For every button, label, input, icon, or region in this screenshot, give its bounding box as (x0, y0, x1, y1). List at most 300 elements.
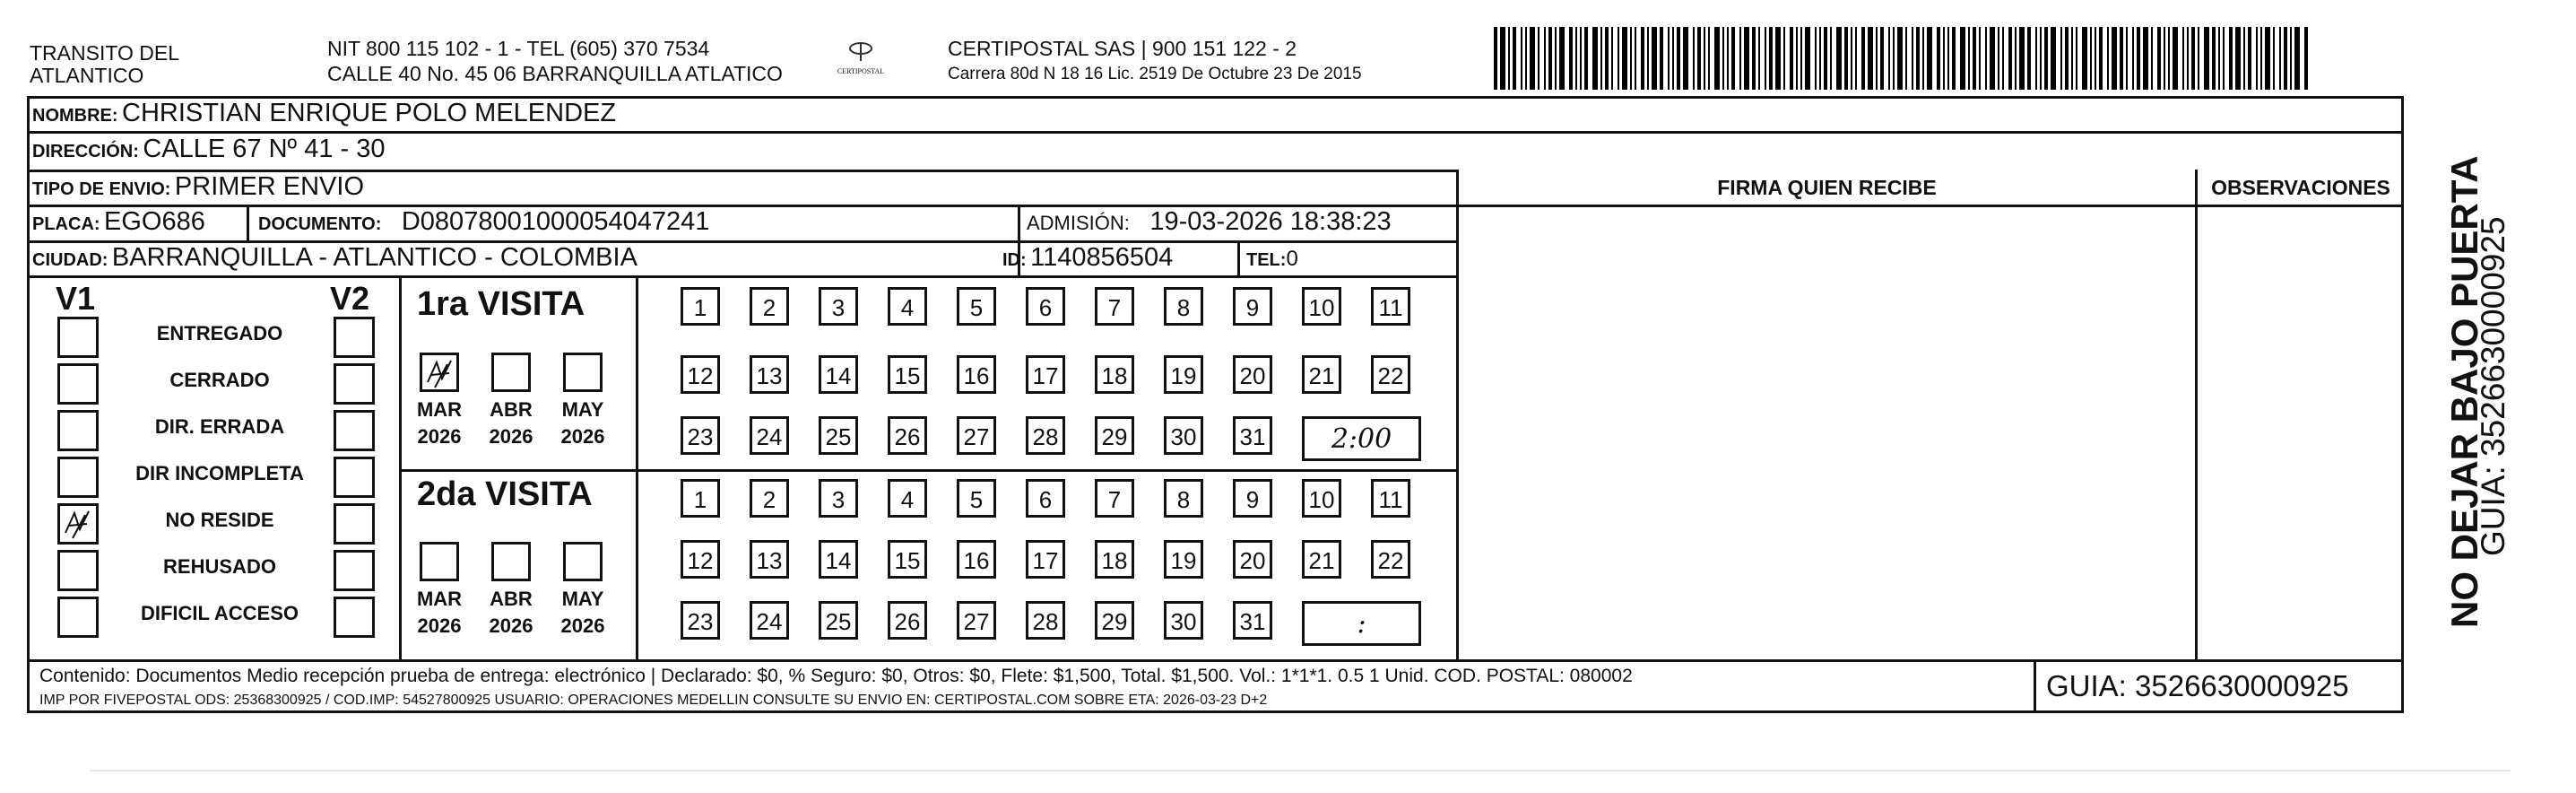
barcode-bar (1600, 27, 1602, 90)
barcode-bar (1819, 27, 1821, 90)
first-visit-day-box[interactable] (681, 355, 720, 394)
second-visit-month-year: 2026 (560, 614, 605, 637)
first-visit-day-number: 24 (756, 423, 783, 450)
first-visit-day-box[interactable] (819, 416, 858, 455)
first-visit-day-number: 6 (1038, 294, 1053, 321)
second-visit-day-number: 5 (969, 486, 984, 513)
v2-checkbox[interactable] (334, 597, 375, 638)
first-visit-time-field[interactable]: 2:00 (1302, 416, 1421, 461)
first-visit-day-number: 30 (1170, 423, 1197, 450)
first-visit-day-box[interactable] (1026, 355, 1065, 394)
second-visit-day-box[interactable] (1164, 601, 1203, 640)
barcode-bar (1912, 27, 1913, 90)
second-visit-day-number: 31 (1239, 608, 1266, 635)
barcode-bar (1805, 27, 1810, 90)
status-option-label: ENTREGADO (156, 322, 283, 344)
barcode-bar (1494, 27, 1497, 90)
first-visit-day-number: 14 (825, 362, 852, 389)
v1-checkbox[interactable] (57, 457, 99, 498)
barcode-bar (1968, 27, 1970, 90)
v2-checkbox[interactable] (334, 317, 375, 358)
second-visit-day-box[interactable] (1233, 479, 1272, 518)
barcode-bar (2076, 27, 2077, 90)
first-visit-day-number: 20 (1239, 362, 1266, 389)
first-visit-day-box[interactable] (957, 416, 996, 455)
barcode-bar (2157, 27, 2161, 90)
barcode-bar (1998, 27, 1999, 90)
barcode-bar (1559, 27, 1565, 90)
barcode-bar (2071, 27, 2073, 90)
barcode-bar (1555, 27, 1557, 90)
barcode-bar (1844, 27, 1848, 90)
first-visit-day-box[interactable] (1095, 416, 1134, 455)
barcode-bar (1630, 27, 1632, 90)
first-visit-month-year: 2026 (417, 425, 462, 448)
barcode-bar (1538, 27, 1540, 90)
first-visit-day-box[interactable] (957, 287, 996, 326)
first-visit-day-number: 21 (1308, 362, 1335, 389)
barcode-bar (1855, 27, 1857, 90)
first-visit-month-label: ABR (490, 398, 533, 421)
second-visit-day-box[interactable] (1164, 479, 1203, 518)
second-visit-day-number: 26 (894, 608, 921, 635)
documento-value: D08078001000054047241 (401, 207, 710, 236)
second-visit-day-box[interactable] (957, 540, 996, 579)
barcode-bar (1922, 27, 1924, 90)
barcode-bar (1985, 27, 1987, 90)
barcode-bar (1947, 27, 1949, 90)
barcode-bar (1861, 27, 1865, 90)
second-visit-day-box[interactable] (1095, 601, 1134, 640)
observaciones-header: OBSERVACIONES (2211, 176, 2390, 199)
barcode-bar (2044, 27, 2048, 90)
second-visit-time-field[interactable]: : (1302, 601, 1421, 646)
ciudad-value: BARRANQUILLA - ATLANTICO - COLOMBIA (111, 243, 637, 272)
barcode-bar (2060, 27, 2062, 90)
first-visit-day-number: 31 (1239, 423, 1266, 450)
first-visit-day-number: 19 (1170, 362, 1197, 389)
barcode-bar (2120, 27, 2123, 90)
second-visit-day-number: 12 (687, 547, 714, 574)
second-visit-day-box[interactable] (1026, 479, 1065, 518)
first-visit-day-box[interactable] (1302, 355, 1341, 394)
second-visit-month-label: ABR (490, 588, 533, 610)
first-visit-day-box[interactable] (1095, 355, 1134, 394)
second-visit-day-box[interactable] (888, 479, 927, 518)
v2-checkbox[interactable] (334, 363, 375, 405)
first-visit-day-box[interactable] (1302, 287, 1341, 326)
second-visit-day-number: 21 (1308, 547, 1335, 574)
tel-value: 0 (1286, 247, 1298, 271)
barcode-bar (2204, 27, 2209, 90)
barcode-bar (1916, 27, 1920, 90)
second-visit-day-number: 23 (687, 608, 714, 635)
admision-cell (1027, 207, 1392, 237)
barcode-bar (1731, 27, 1735, 90)
first-visit-month-year: 2026 (489, 425, 533, 448)
barcode-bar (1677, 27, 1680, 90)
second-visit-day-number: 4 (900, 486, 915, 513)
barcode-bar (1775, 27, 1781, 90)
barcode-bar (2265, 27, 2270, 90)
barcode-bar (1697, 27, 1701, 90)
second-visit-day-number: 28 (1032, 608, 1059, 635)
second-visit-day-box[interactable] (888, 601, 927, 640)
second-visit-day-box[interactable] (681, 479, 720, 518)
second-visit-day-box[interactable] (1302, 479, 1341, 518)
tel-label: TEL: (1246, 250, 1287, 270)
v2-label: V2 (330, 280, 370, 317)
barcode-bar (1672, 27, 1674, 90)
barcode-bar (1765, 27, 1766, 90)
second-visit-day-box[interactable] (1095, 479, 1134, 518)
status-option-label: DIFICIL ACCESO (140, 602, 299, 624)
barcode-bar (1897, 27, 1903, 90)
barcode-bar (2015, 27, 2017, 90)
second-visit-day-box[interactable] (1233, 601, 1272, 640)
barcode-bar (1635, 27, 1636, 90)
barcode-bar (1708, 27, 1710, 90)
barcode-bar (1769, 27, 1773, 90)
side-guia-text: GUIA: 3526630000925 (2475, 216, 2511, 556)
tel-cell (1246, 247, 1298, 272)
second-visit-day-number: 10 (1308, 486, 1335, 513)
first-visit-day-box[interactable] (819, 355, 858, 394)
barcode-bar (1660, 27, 1663, 90)
first-visit-month-checkbox[interactable] (563, 353, 603, 392)
second-visit-title: 2da VISITA (417, 475, 593, 513)
v1-checkbox[interactable] (57, 503, 99, 545)
barcode-bar (1888, 27, 1890, 90)
barcode-bar (1937, 27, 1940, 90)
second-visit-day-number: 1 (693, 486, 707, 513)
ciudad-cell (32, 243, 637, 273)
barcode-bar (1722, 27, 1724, 90)
barcode-bar (2002, 27, 2004, 90)
barcode-bar (1611, 27, 1613, 90)
barcode-bar (1905, 27, 1907, 90)
second-visit-day-box[interactable] (888, 540, 927, 579)
first-visit-day-box[interactable] (1164, 287, 1203, 326)
status-option-label: REHUSADO (163, 555, 276, 578)
barcode-bar (2065, 27, 2069, 90)
barcode-bar (1744, 27, 1749, 90)
barcode-bar (1727, 27, 1729, 90)
second-visit-day-number: 24 (756, 608, 783, 635)
barcode-bar (1513, 27, 1516, 90)
imp-line: IMP POR FIVEPOSTAL ODS: 25368300925 / COD.IMP: 54527800925 USUARIO: OPERACIONES MEDELLIN CONSULTE SU ENVIO EN: CERTIPOSTAL.COM SOBRE ETA: 2026-03-23 D+2 (39, 693, 1268, 708)
first-visit-day-number: 10 (1308, 294, 1335, 321)
barcode-bar (1960, 27, 1965, 90)
id-value: 1140856504 (1030, 243, 1174, 272)
second-visit-day-box[interactable] (957, 601, 996, 640)
first-visit-day-number: 2 (762, 294, 776, 321)
barcode-bar (1584, 27, 1588, 90)
second-visit-day-box[interactable] (1371, 540, 1410, 579)
first-visit-day-number: 22 (1377, 362, 1404, 389)
barcode-bar (2051, 27, 2056, 90)
second-visit-day-number: 19 (1170, 547, 1197, 574)
second-visit-day-number: 2 (762, 486, 776, 513)
second-visit-day-box[interactable] (1302, 540, 1341, 579)
barcode-bar (2132, 27, 2134, 90)
barcode-bar (2143, 27, 2148, 90)
barcode-bar (1758, 27, 1760, 90)
barcode-bar (2082, 27, 2087, 90)
barcode-bar (1836, 27, 1842, 90)
second-visit-day-box[interactable] (750, 479, 789, 518)
second-visit-day-number: 16 (963, 547, 990, 574)
second-visit-day-number: 22 (1377, 547, 1404, 574)
barcode-bar (2187, 27, 2189, 90)
first-visit-month-label: MAR (416, 398, 463, 421)
barcode-bar (2099, 27, 2103, 90)
barcode-bar (2260, 27, 2262, 90)
second-visit-day-number: 20 (1239, 547, 1266, 574)
v1-checkbox[interactable] (57, 363, 99, 405)
admision-label: ADMISIÓN: (1027, 212, 1130, 234)
barcode-bar (1783, 27, 1785, 90)
v1-checkbox[interactable] (57, 597, 99, 638)
barcode-bar (1525, 27, 1527, 90)
barcode-bar (1990, 27, 1995, 90)
second-visit-day-number: 17 (1032, 547, 1059, 574)
barcode-bar (1580, 27, 1582, 90)
barcode-bar (2173, 27, 2178, 90)
v1-checkbox[interactable] (57, 550, 99, 591)
courier-line: CERTIPOSTAL SAS | 900 151 122 - 2 (948, 37, 1297, 60)
direccion-label: DIRECCIÓN: (32, 142, 139, 161)
barcode-bar (2191, 27, 2195, 90)
first-visit-day-number: 17 (1032, 362, 1059, 389)
first-visit-month-checkbox[interactable] (491, 353, 531, 392)
barcode-bar (1815, 27, 1817, 90)
first-visit-day-number: 7 (1107, 294, 1122, 321)
first-visit-day-box[interactable] (1233, 416, 1272, 455)
barcode-bar (2256, 27, 2258, 90)
logo-text: CERTIPOSTAL (837, 67, 885, 75)
second-visit-day-box[interactable] (681, 601, 720, 640)
barcode-bar (1641, 27, 1644, 90)
first-visit-day-number: 16 (963, 362, 990, 389)
barcode-bar (1851, 27, 1852, 90)
status-option-label: NO RESIDE (165, 509, 274, 531)
first-visit-day-box[interactable] (1026, 287, 1065, 326)
license-line: Carrera 80d N 18 16 Lic. 2519 De Octubre 23 De 2015 (948, 65, 1362, 83)
second-visit-month-checkbox[interactable] (563, 542, 603, 581)
barcode-bar (1880, 27, 1884, 90)
second-visit-day-box[interactable] (750, 540, 789, 579)
first-visit-day-box[interactable] (1164, 416, 1203, 455)
barcode-bar (1943, 27, 1945, 90)
first-visit-day-box[interactable] (1233, 287, 1272, 326)
first-visit-day-box[interactable] (1164, 355, 1203, 394)
first-visit-day-box[interactable] (1371, 287, 1410, 326)
first-visit-day-number: 18 (1101, 362, 1128, 389)
barcode-bar (1824, 27, 1827, 90)
barcode-bar (1548, 27, 1552, 90)
barcode-bar (2019, 27, 2025, 90)
direccion-value: CALLE 67 Nº 41 - 30 (143, 135, 386, 163)
barcode-bar (2279, 27, 2281, 90)
v1-checkbox[interactable] (57, 317, 99, 358)
first-visit-day-box[interactable] (1233, 355, 1272, 394)
first-visit-day-box[interactable] (819, 287, 858, 326)
barcode-bar (2126, 27, 2128, 90)
contenido-line: Contenido: Documentos Medio recepción prueba de entrega: electrónico | Declarado: $0, % Seguro: $0, Otros: $0, Flete: $1,500, Total. $1,500. Vol.: 1*1*1. 0.5 1 Unid. COD. POSTAL: 080002 (39, 666, 1633, 686)
barcode (1494, 27, 2319, 90)
first-visit-day-box[interactable] (957, 355, 996, 394)
barcode-bar (1693, 27, 1695, 90)
barcode-bar (2182, 27, 2184, 90)
first-visit-day-number: 28 (1032, 423, 1059, 450)
barcode-bar (2198, 27, 2199, 90)
page-edge (90, 770, 2511, 771)
barcode-bar (1952, 27, 1956, 90)
second-visit-day-number: 7 (1107, 486, 1122, 513)
v2-checkbox[interactable] (334, 457, 375, 498)
second-visit-day-box[interactable] (1233, 540, 1272, 579)
v2-checkbox[interactable] (334, 550, 375, 591)
second-visit-day-box[interactable] (1026, 540, 1065, 579)
second-visit-day-box[interactable] (819, 479, 858, 518)
v1-checkbox[interactable] (57, 410, 99, 451)
second-visit-day-number: 29 (1101, 608, 1128, 635)
barcode-bar (2137, 27, 2140, 90)
v2-checkbox[interactable] (334, 410, 375, 451)
tipo-value: PRIMER ENVIO (174, 172, 365, 201)
first-visit-day-box[interactable] (681, 416, 720, 455)
logo-icon (843, 38, 879, 63)
barcode-bar (1508, 27, 1510, 90)
direccion-row (32, 135, 385, 164)
nit-line: NIT 800 115 102 - 1 - TEL (605) 370 7534 (327, 37, 710, 60)
second-visit-month-checkbox[interactable] (491, 542, 531, 581)
barcode-bar (1704, 27, 1705, 90)
barcode-bar (2290, 27, 2292, 90)
first-visit-day-number: 11 (1378, 294, 1403, 321)
first-visit-day-number: 26 (894, 423, 921, 450)
barcode-bar (1800, 27, 1802, 90)
second-visit-day-box[interactable] (1164, 540, 1203, 579)
first-visit-month-checkbox[interactable] (420, 353, 459, 392)
barcode-bar (1500, 27, 1505, 90)
barcode-bar (1618, 27, 1619, 90)
barcode-bar (2040, 27, 2042, 90)
second-visit-day-number: 3 (831, 486, 846, 513)
barcode-bar (2294, 27, 2300, 90)
first-visit-day-box[interactable] (1026, 416, 1065, 455)
placa-label: PLACA: (32, 214, 100, 234)
barcode-bar (2243, 27, 2245, 90)
first-visit-title: 1ra VISITA (417, 285, 585, 323)
admision-value: 19-03-2026 18:38:23 (1149, 207, 1392, 236)
status-option-label: DIR INCOMPLETA (135, 462, 304, 484)
second-visit-day-box[interactable] (1026, 601, 1065, 640)
placa-cell (32, 207, 205, 237)
second-visit-month-year: 2026 (417, 614, 462, 637)
barcode-bar (2008, 27, 2012, 90)
second-visit-day-number: 27 (963, 608, 990, 635)
documento-label: DOCUMENTO: (258, 214, 382, 234)
second-visit-month-label: MAY (561, 588, 604, 610)
barcode-bar (2168, 27, 2170, 90)
second-visit-month-year: 2026 (489, 614, 533, 637)
barcode-bar (1790, 27, 1793, 90)
barcode-bar (2035, 27, 2037, 90)
barcode-bar (1569, 27, 1573, 90)
second-visit-day-box[interactable] (1371, 479, 1410, 518)
first-visit-day-number: 23 (687, 423, 714, 450)
first-visit-month-label: MAY (561, 398, 604, 421)
tipo-label: TIPO DE ENVIO: (32, 179, 171, 199)
ciudad-label: CIUDAD: (32, 250, 108, 270)
barcode-bar (2284, 27, 2287, 90)
second-visit-day-box[interactable] (957, 479, 996, 518)
first-visit-day-box[interactable] (1095, 287, 1134, 326)
guia-box: GUIA: 3526630000925 (2046, 669, 2349, 702)
second-visit-day-number: 11 (1378, 486, 1403, 513)
second-visit-day-box[interactable] (819, 601, 858, 640)
first-visit-day-number: 1 (693, 294, 707, 321)
first-visit-day-box[interactable] (888, 416, 927, 455)
first-visit-day-box[interactable] (1371, 355, 1410, 394)
v2-checkbox[interactable] (334, 503, 375, 545)
barcode-bar (2107, 27, 2109, 90)
second-visit-month-label: MAR (416, 588, 463, 610)
second-visit-day-box[interactable] (681, 540, 720, 579)
second-visit-day-box[interactable] (1095, 540, 1134, 579)
barcode-bar (1830, 27, 1832, 90)
barcode-bar (2090, 27, 2092, 90)
barcode-bar (2229, 27, 2233, 90)
first-visit-day-box[interactable] (681, 287, 720, 326)
nombre-row (32, 99, 616, 128)
second-visit-day-number: 14 (825, 547, 852, 574)
barcode-bar (2027, 27, 2031, 90)
first-visit-day-number: 29 (1101, 423, 1128, 450)
second-visit-day-box[interactable] (750, 601, 789, 640)
barcode-bar (2151, 27, 2153, 90)
second-visit-day-number: 9 (1245, 486, 1260, 513)
id-cell (1002, 243, 1173, 273)
first-visit-day-box[interactable] (750, 416, 789, 455)
barcode-bar (2223, 27, 2225, 90)
barcode-bar (1973, 27, 1976, 90)
first-visit-day-number: 3 (831, 294, 846, 321)
first-visit-day-number: 27 (963, 423, 990, 450)
second-visit-month-checkbox[interactable] (420, 542, 459, 581)
first-visit-day-number: 12 (687, 362, 714, 389)
first-visit-day-box[interactable] (888, 287, 927, 326)
first-visit-day-box[interactable] (888, 355, 927, 394)
second-visit-day-number: 6 (1038, 486, 1053, 513)
barcode-bar (1575, 27, 1577, 90)
second-visit-day-box[interactable] (819, 540, 858, 579)
second-visit-day-number: 15 (894, 547, 921, 574)
nombre-value: CHRISTIAN ENRIQUE POLO MELENDEZ (122, 99, 617, 127)
status-option-label: DIR. ERRADA (154, 415, 285, 438)
barcode-bar (1752, 27, 1756, 90)
second-visit-day-number: 30 (1170, 608, 1197, 635)
barcode-bar (1714, 27, 1720, 90)
v1-label: V1 (56, 280, 96, 317)
barcode-bar (1979, 27, 1981, 90)
certipostal-logo (829, 38, 892, 83)
first-visit-day-box[interactable] (750, 287, 789, 326)
first-visit-day-number: 25 (825, 423, 852, 450)
first-visit-day-box[interactable] (750, 355, 789, 394)
